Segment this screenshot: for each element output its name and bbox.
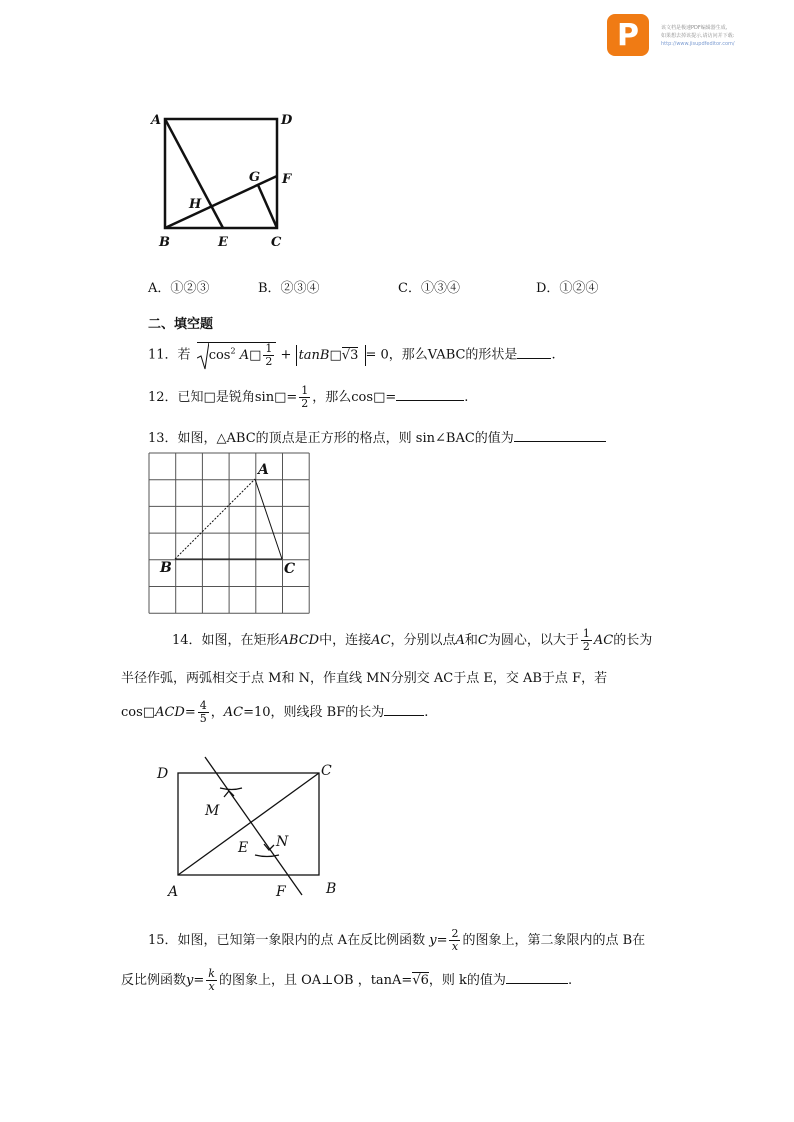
label-f: F [282, 172, 292, 187]
q14-text-d: 为圆心，以大于 [487, 633, 579, 648]
q11-answer-blank[interactable] [517, 358, 551, 359]
q14-frac-4: 4 [199, 699, 207, 712]
q13-answer-blank[interactable] [514, 441, 606, 442]
q15-text-a: 15．如图，已知第一象限内的点 A在反比例函数 [148, 933, 426, 948]
figure-square [145, 108, 305, 253]
q14-box: □ [142, 705, 156, 720]
label-b: B [326, 881, 337, 897]
q14-ac3: AC [223, 705, 244, 720]
q15-text-c: 反比例函数 [121, 973, 187, 988]
q11-eq0: = 0 [365, 347, 389, 363]
q11-end: . [551, 347, 556, 363]
q14-eq: = [184, 705, 196, 720]
q11-sqrt [197, 342, 277, 368]
q12-answer-blank[interactable] [396, 400, 464, 401]
label-b: B [159, 235, 170, 250]
q14-a: A [455, 633, 465, 648]
q11-frac [263, 343, 274, 368]
label-h: H [189, 197, 202, 212]
question-14-line-2: 半径作弧，两弧相交于点 M和 N，作直线 MN分别交 AC于点 E，交 AB于点 F，若 [121, 671, 608, 686]
q15-frac-num: 2 [451, 927, 459, 940]
q14-text-c: ，分别以点 [390, 633, 456, 648]
q12-end: . [464, 390, 469, 405]
radical-sign [197, 342, 209, 370]
q14-c: C [477, 633, 488, 648]
q15-frac-k: k [208, 967, 215, 980]
q11-sqrt3-val: 3 [350, 347, 359, 363]
q11-frac-num: 1 [265, 342, 273, 355]
label-c: C [284, 561, 296, 577]
q12-box: □ [203, 390, 216, 405]
q11-sup: 2 [230, 346, 236, 356]
q14-frac-5: 5 [199, 712, 207, 725]
label-d: D [281, 113, 293, 128]
q11-box: □ [249, 348, 262, 363]
q14-comma: ， [210, 705, 224, 720]
q14-text-e: =10，则线段 BF的长为 [243, 705, 385, 720]
q12-cos: cos [351, 390, 374, 405]
q14-frac-cos [198, 700, 209, 725]
label-a: A [258, 462, 269, 478]
figure-rectangle [150, 755, 350, 900]
q12-box2: □ [274, 390, 287, 405]
choice-d: D．①②④ [536, 281, 599, 296]
q11-tail: ，那么VABC的形状是 [388, 347, 518, 363]
q15-eq: = [436, 933, 448, 948]
q14-abcd: ABCD [279, 633, 320, 648]
q12-sin: sin [254, 390, 275, 405]
label-c: C [321, 763, 332, 779]
q15-text-d: 的图象上，且 OA⊥OB ，tanA= [218, 973, 413, 988]
question-15-line-1 [148, 928, 645, 953]
q15-sqrt6: √6 [412, 973, 429, 988]
q14-ac2: AC [593, 633, 614, 648]
q15-answer-blank[interactable] [506, 983, 568, 984]
q12-frac-num: 1 [301, 384, 309, 397]
q12-text1: 12．已知 [148, 390, 204, 405]
q14-end: . [424, 705, 429, 720]
q11-cos: cos [208, 348, 231, 363]
q14-and: 和 [464, 633, 478, 648]
q12-frac-den: 2 [301, 397, 309, 410]
figure-grid [148, 452, 310, 614]
label-e: E [218, 235, 228, 250]
watermark-line-1: 该文档是极速PDF编辑器生成, [661, 25, 728, 31]
q12-text3: ，那么 [312, 390, 352, 405]
q11-tanb: tanB [298, 347, 330, 363]
label-e: E [238, 840, 249, 856]
question-14-line-1 [172, 628, 652, 653]
q15-frac-x: x [208, 980, 215, 993]
grid-lines [149, 453, 309, 613]
q11-sqrt3: √3 [341, 347, 359, 363]
q12-eq2: = [385, 390, 397, 405]
label-g: G [249, 170, 261, 185]
label-f: F [276, 884, 286, 900]
q14-text-b: 中，连接 [319, 633, 372, 648]
watermark-line-2: 如果想去掉该提示,请访问并下载: [661, 33, 735, 39]
label-a: A [151, 113, 162, 128]
section-title: 二、填空题 [148, 317, 214, 332]
q11-frac-den: 2 [265, 355, 273, 368]
choice-b: B．②③④ [258, 281, 320, 296]
choice-c: C．①③④ [398, 281, 460, 296]
q13-text: 13．如图，△ABC的顶点是正方形的格点，则 sin∠BAC的值为 [148, 431, 514, 446]
q14-frac-half [581, 628, 592, 653]
label-b: B [160, 560, 172, 576]
label-d: D [157, 766, 169, 782]
q14-answer-blank[interactable] [384, 715, 424, 716]
q14-cos: cos [121, 705, 143, 720]
q15-frac-kx [206, 968, 217, 993]
pdf-editor-logo [607, 14, 649, 56]
q15-frac-den: x [451, 940, 459, 953]
question-15-line-2 [121, 968, 572, 993]
q15-sqrt6-val: 6 [420, 973, 429, 988]
q15-y2: y [186, 973, 194, 988]
q12-text2: 是锐角 [215, 390, 255, 405]
q14-text-a: 14．如图，在矩形 [172, 633, 280, 648]
question-11 [148, 342, 556, 368]
q12-eq: = [286, 390, 298, 405]
q12-box3: □ [373, 390, 386, 405]
watermark-text [661, 24, 781, 48]
q14-ac: AC [371, 633, 391, 648]
logo-letter: P [617, 17, 639, 53]
choice-a: A．①②③ [148, 281, 210, 296]
q15-frac-2x [449, 928, 460, 953]
q11-plus: + [280, 347, 292, 363]
question-13 [148, 427, 606, 446]
q11-abs [296, 345, 366, 366]
q15-y: y [429, 933, 437, 948]
label-m: M [205, 803, 220, 819]
question-12 [148, 385, 468, 410]
q11-a: A [239, 348, 250, 363]
question-14-line-3 [121, 700, 428, 725]
q15-text-e: ，则 k的值为 [428, 973, 506, 988]
q15-end: . [567, 973, 573, 988]
q15-eq2: = [193, 973, 205, 988]
watermark-url[interactable]: http://www.jisupdfeditor.com/ [661, 41, 735, 47]
q14-acd: ACD [155, 705, 185, 720]
q14-text-f: 的长为 [613, 633, 653, 648]
q14-frac-den: 2 [582, 640, 590, 653]
label-n: N [276, 834, 289, 850]
q15-text-b: 的图象上，第二象限内的点 B在 [462, 933, 646, 948]
q11-number: 11．若 [148, 347, 191, 363]
q14-frac-num: 1 [582, 627, 590, 640]
label-a: A [168, 884, 179, 900]
q12-frac [299, 385, 310, 410]
label-c: C [271, 235, 282, 250]
q11-box2: □ [329, 347, 342, 363]
